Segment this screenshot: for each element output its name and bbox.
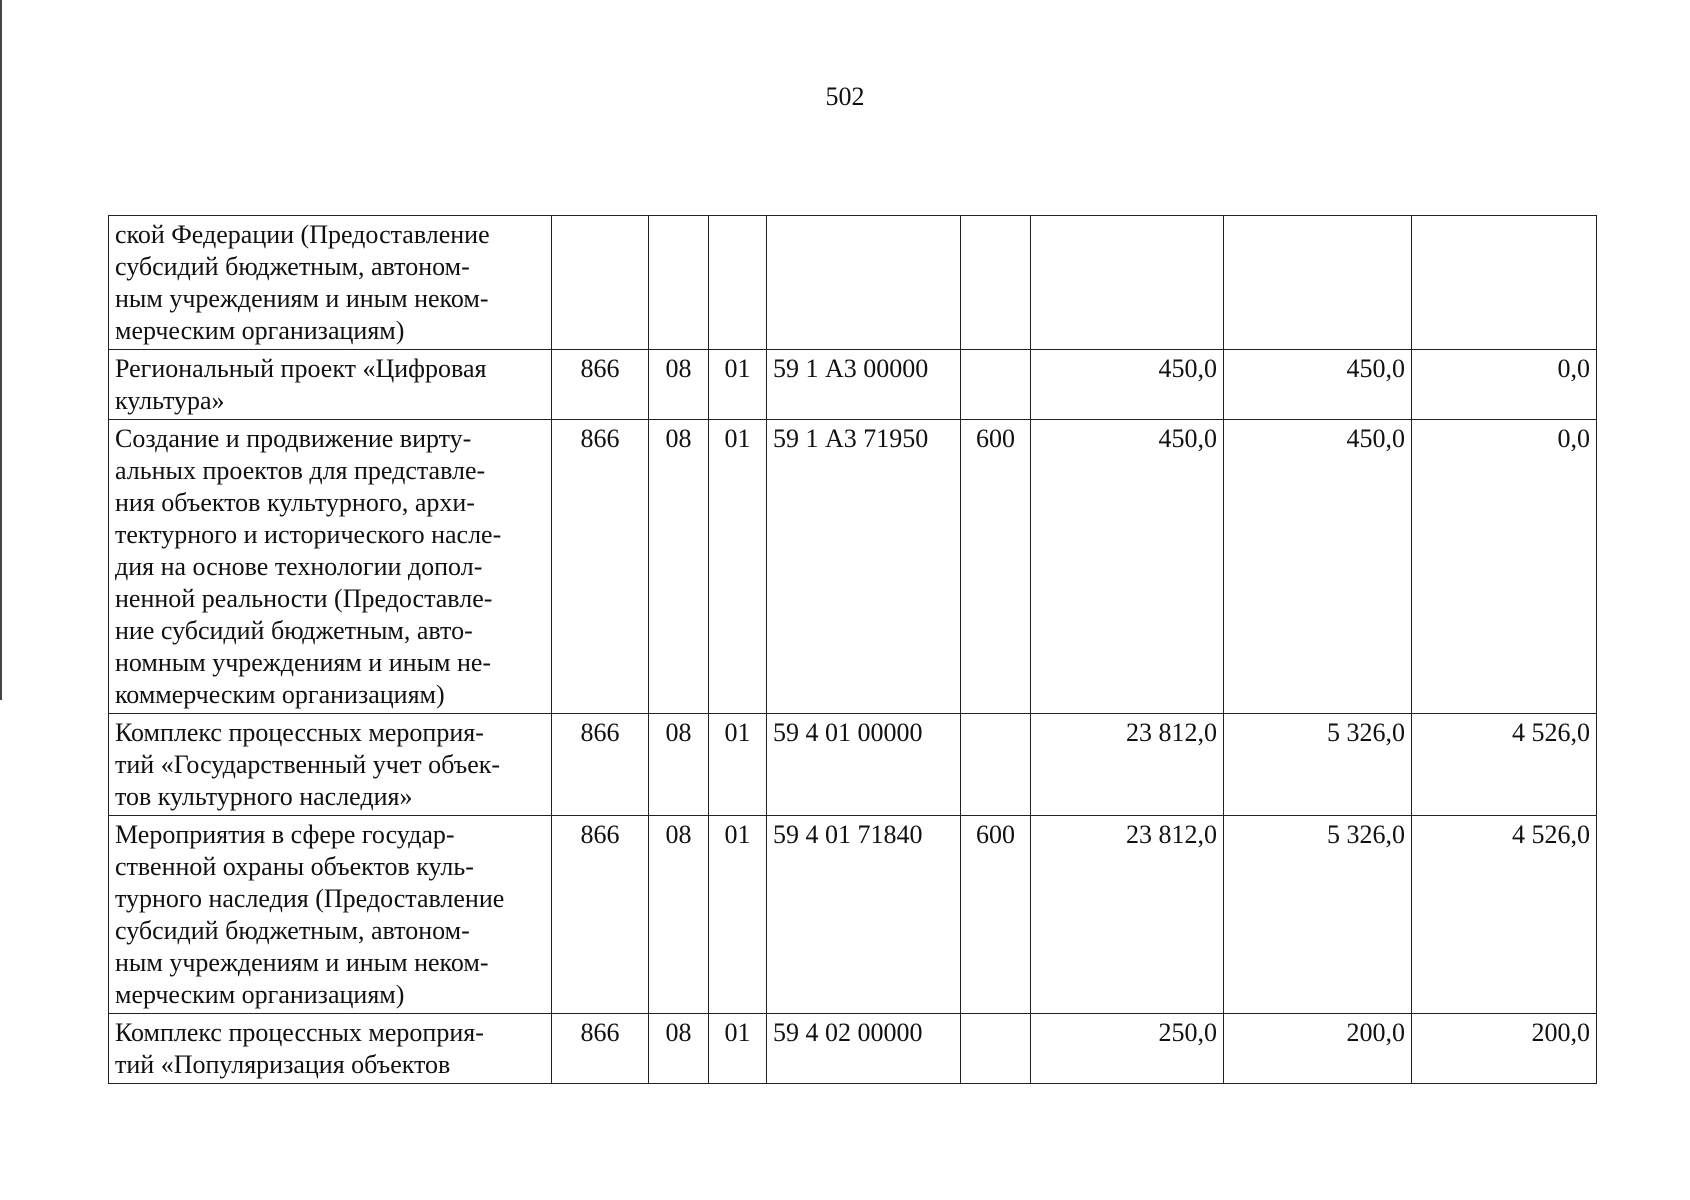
item-name-line: субсидий бюджетным, автоном- bbox=[115, 916, 470, 945]
ministry-code-cell: 866 bbox=[552, 816, 649, 1014]
item-name-cell bbox=[109, 1014, 552, 1084]
expense-type-cell: 600 bbox=[961, 420, 1031, 714]
amount-3-cell: 0,0 bbox=[1412, 420, 1597, 714]
item-name-line: ненной реальности (Предоставле- bbox=[115, 584, 493, 613]
item-name-cell bbox=[109, 714, 552, 816]
item-name-line: мерческим организациям) bbox=[115, 316, 405, 345]
item-name-cell bbox=[109, 216, 552, 350]
amount-2-cell: 5 326,0 bbox=[1224, 714, 1412, 816]
item-name-line: тий «Популяризация объектов bbox=[115, 1050, 451, 1079]
item-name-line: Комплекс процессных мероприя- bbox=[115, 1018, 484, 1047]
amount-3-cell: 200,0 bbox=[1412, 1014, 1597, 1084]
subsection-code-cell: 01 bbox=[709, 350, 767, 420]
subsection-code-cell: 01 bbox=[709, 1014, 767, 1084]
table-row bbox=[109, 714, 1597, 816]
amount-3-cell: 4 526,0 bbox=[1412, 816, 1597, 1014]
item-name-line: Создание и продвижение вирту- bbox=[115, 424, 472, 453]
amount-2-cell bbox=[1224, 216, 1412, 350]
amount-2-cell: 200,0 bbox=[1224, 1014, 1412, 1084]
item-name-line: ской Федерации (Предоставление bbox=[115, 220, 490, 249]
amount-1-cell: 450,0 bbox=[1031, 420, 1224, 714]
section-code-cell: 08 bbox=[649, 1014, 709, 1084]
budget-table bbox=[108, 215, 1597, 1084]
item-name-line: ным учреждениям и иным неком- bbox=[115, 948, 489, 977]
item-name-line: турного наследия (Предоставление bbox=[115, 884, 505, 913]
item-name-line: Региональный проект «Цифровая bbox=[115, 354, 487, 383]
item-name-line: коммерческим организациям) bbox=[115, 680, 445, 709]
table-row bbox=[109, 816, 1597, 1014]
target-item-cell: 59 1 А3 71950 bbox=[767, 420, 961, 714]
section-code-cell: 08 bbox=[649, 350, 709, 420]
item-name-line: тектурного и исторического насле- bbox=[115, 520, 502, 549]
item-name-line: дия на основе технологии допол- bbox=[115, 552, 483, 581]
ministry-code-cell: 866 bbox=[552, 714, 649, 816]
item-name-cell bbox=[109, 350, 552, 420]
amount-3-cell bbox=[1412, 216, 1597, 350]
amount-2-cell: 450,0 bbox=[1224, 420, 1412, 714]
item-name-line: ния объектов культурного, архи- bbox=[115, 488, 475, 517]
item-name-cell bbox=[109, 420, 552, 714]
amount-2-cell: 450,0 bbox=[1224, 350, 1412, 420]
subsection-code-cell: 01 bbox=[709, 420, 767, 714]
section-code-cell: 08 bbox=[649, 420, 709, 714]
amount-3-cell: 4 526,0 bbox=[1412, 714, 1597, 816]
table-row bbox=[109, 350, 1597, 420]
target-item-cell: 59 1 А3 00000 bbox=[767, 350, 961, 420]
table-row bbox=[109, 216, 1597, 350]
expense-type-cell: 600 bbox=[961, 816, 1031, 1014]
item-name-line: ственной охраны объектов куль- bbox=[115, 852, 474, 881]
amount-3-cell: 0,0 bbox=[1412, 350, 1597, 420]
item-name-line: культура» bbox=[115, 386, 225, 415]
item-name-line: ние субсидий бюджетным, авто- bbox=[115, 616, 473, 645]
section-code-cell: 08 bbox=[649, 714, 709, 816]
amount-1-cell: 250,0 bbox=[1031, 1014, 1224, 1084]
table-row bbox=[109, 420, 1597, 714]
section-code-cell bbox=[649, 216, 709, 350]
expense-type-cell bbox=[961, 216, 1031, 350]
item-name-line: тов культурного наследия» bbox=[115, 782, 413, 811]
item-name-line: альных проектов для представле- bbox=[115, 456, 486, 485]
target-item-cell: 59 4 01 00000 bbox=[767, 714, 961, 816]
page-number: 502 bbox=[825, 82, 865, 111]
ministry-code-cell: 866 bbox=[552, 350, 649, 420]
table-body bbox=[109, 216, 1597, 1084]
target-item-cell: 59 4 01 71840 bbox=[767, 816, 961, 1014]
item-name-line: номным учреждениям и иным не- bbox=[115, 648, 492, 677]
item-name-line: тий «Государственный учет объек- bbox=[115, 750, 501, 779]
target-item-cell bbox=[767, 216, 961, 350]
amount-1-cell bbox=[1031, 216, 1224, 350]
amount-1-cell: 450,0 bbox=[1031, 350, 1224, 420]
ministry-code-cell: 866 bbox=[552, 420, 649, 714]
item-name-line: субсидий бюджетным, автоном- bbox=[115, 252, 470, 281]
amount-1-cell: 23 812,0 bbox=[1031, 816, 1224, 1014]
item-name-line: Комплекс процессных мероприя- bbox=[115, 718, 484, 747]
ministry-code-cell bbox=[552, 216, 649, 350]
item-name-line: ным учреждениям и иным неком- bbox=[115, 284, 489, 313]
section-code-cell: 08 bbox=[649, 816, 709, 1014]
subsection-code-cell: 01 bbox=[709, 714, 767, 816]
target-item-cell: 59 4 02 00000 bbox=[767, 1014, 961, 1084]
amount-1-cell: 23 812,0 bbox=[1031, 714, 1224, 816]
amount-2-cell: 5 326,0 bbox=[1224, 816, 1412, 1014]
table-row bbox=[109, 1014, 1597, 1084]
expense-type-cell bbox=[961, 1014, 1031, 1084]
subsection-code-cell bbox=[709, 216, 767, 350]
item-name-cell bbox=[109, 816, 552, 1014]
item-name-line: мерческим организациям) bbox=[115, 980, 405, 1009]
expense-type-cell bbox=[961, 350, 1031, 420]
item-name-line: Мероприятия в сфере государ- bbox=[115, 820, 455, 849]
ministry-code-cell: 866 bbox=[552, 1014, 649, 1084]
subsection-code-cell: 01 bbox=[709, 816, 767, 1014]
expense-type-cell bbox=[961, 714, 1031, 816]
